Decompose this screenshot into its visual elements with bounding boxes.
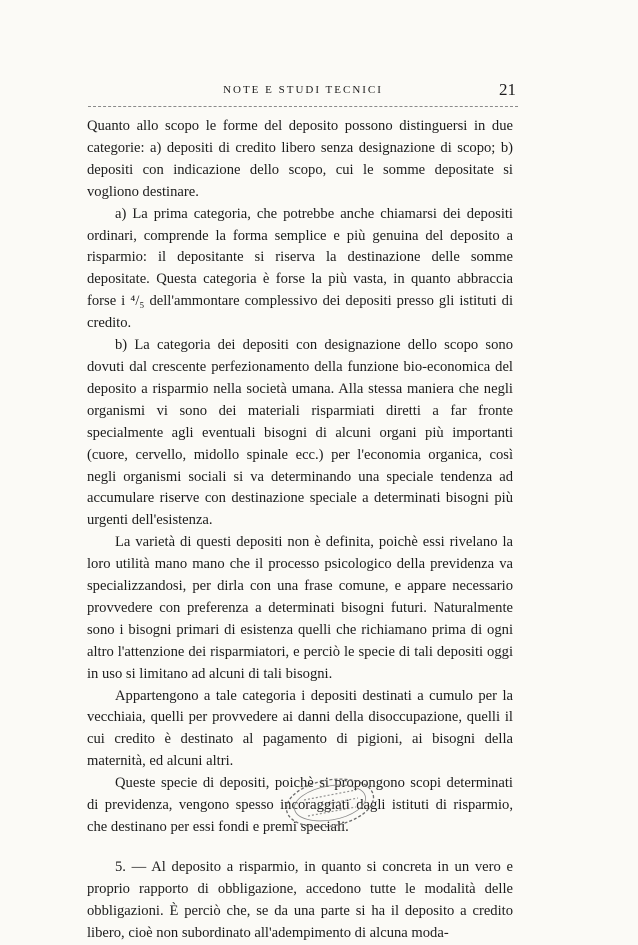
stamp-graphic bbox=[282, 776, 378, 830]
paragraph-appartengono: Appartengono a tale categoria i depositi destinati a cumulo per la vecchiaia, quelli per provvedere ai danni della disoccupazione, quelli il cui credito è destinato al pagamento di pigioni, ai bisogni della maternità, ed alcuni altri. bbox=[87, 687, 513, 770]
paragraph-section-5: 5. — Al deposito a risparmio, in quanto si concreta in un vero e proprio rapporto di obbligazione, accedono tutte le modalità delle obbligazioni. È perciò che, se da una parte si ha il deposito a credito libero, cioè non subordinato all'adempimento di alcuna moda- bbox=[87, 858, 513, 941]
paragraph-queste-specie: Queste specie di depositi, poichè si propongono scopi determinati di previdenza, vengono spesso incoraggiati dagli istituti di risparmio, che destinano per essi fondi e premi speciali. bbox=[87, 775, 513, 835]
page-header bbox=[88, 80, 518, 107]
page-number: 21 bbox=[499, 80, 516, 99]
paragraph-intro: Quanto allo scopo le forme del deposito possono distinguersi in due categorie: a) depositi di credito libero senza designazione di scopo; b) depositi con indicazione dello scopo, cui le somme depositate si vogliono destinare. bbox=[87, 118, 513, 200]
library-stamp bbox=[282, 776, 378, 830]
running-head: NOTE E STUDI TECNICI bbox=[223, 84, 383, 96]
paragraph-category-a: a) La prima categoria, che potrebbe anche chiamarsi dei depositi ordinari, comprende la forma semplice e più genuina del deposito a risparmio: il depositante si riserva la destinazione delle somme depositate. Questa categoria è forse la più vasta, in quanto abbraccia forse i ⁴/₅ dell'ammontare complessivo dei depositi presso gli istituti di credito. bbox=[87, 205, 513, 332]
paragraph-category-b: b) La categoria dei depositi con designazione dello scopo sono dovuti dal crescente perfezionamento della funzione bio-economica del deposito a risparmio nella società umana. Alla stessa maniera che negli organismi vi sono dei materiali risparmiati diretti a far fronte specialmente agli eventuali bisogni di alcuni organi più importanti (cuore, cervello, midollo spinale ecc.) per l'economia organica, così negli organismi sociali si va determinando una speciale tendenza ad accumulare riserve con destinazione speciale a determinati bisogni più urgenti dell'esistenza. bbox=[87, 337, 513, 529]
paragraph-varieta: La varietà di questi depositi non è definita, poichè essi rivelano la loro utilità mano mano che il processo psicologico della previdenza va specializzandosi, per dirla con una frase comune, e appare necessario provvedere con preferenza a determinati bisogni futuri. Naturalmente sono i bisogni primari di esistenza quelli che richiamano prima di ogni altro l'attenzione dei risparmiatori, e perciò le specie di tali depositi oggi in uso si limitano ad alcuni di tali bisogni. bbox=[87, 534, 513, 682]
